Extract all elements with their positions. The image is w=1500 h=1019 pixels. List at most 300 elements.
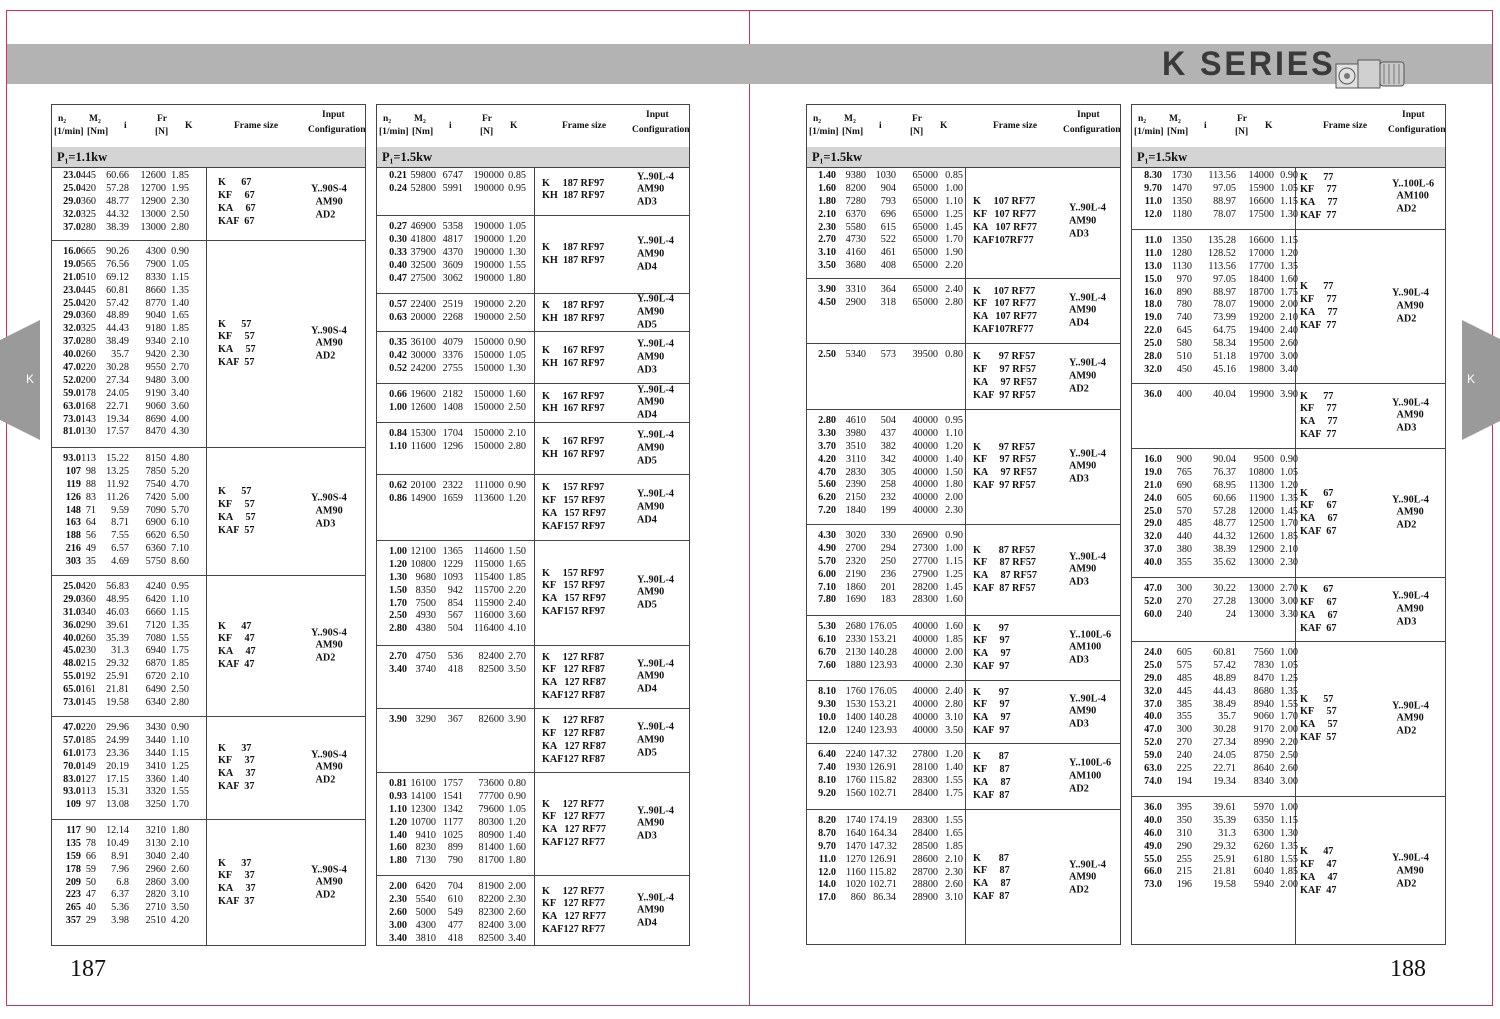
speed-value: 19.0 (63, 258, 81, 270)
input-configuration: Y..100L-6 AM100 AD2 (1069, 757, 1112, 795)
k-value: 2.60 (945, 879, 963, 891)
table-row (1132, 195, 1298, 209)
ratio-value: 60.81 (106, 284, 129, 296)
power-label: P₁=1.5kw (812, 150, 863, 164)
ratio-value: 232 (880, 492, 896, 504)
table-row (52, 530, 206, 543)
torque-value: 20100 (410, 480, 436, 491)
ratio-value: 21.81 (106, 684, 129, 696)
input-configuration: Y..90L-4 AM90 AD3 (1392, 397, 1429, 434)
ratio-value: 11.26 (106, 491, 129, 503)
table-row (1132, 685, 1298, 699)
table-row (1132, 363, 1298, 377)
speed-value: 7.20 (818, 505, 836, 517)
ratio-value: 153.21 (869, 633, 898, 645)
speed-value: 29.0 (1144, 672, 1162, 684)
speed-value: 59.0 (63, 387, 81, 399)
table-row (377, 791, 534, 804)
table-row (807, 505, 965, 518)
force-value: 16600 (1248, 235, 1274, 246)
ratio-value: 2268 (442, 311, 463, 323)
ratio-value: 13.08 (106, 799, 129, 811)
torque-value: 9380 (845, 170, 866, 181)
input-configuration: Y..90L-4 AM90 AD3 (1069, 202, 1106, 240)
force-value: 80900 (478, 829, 504, 841)
ratio-value: 250 (880, 555, 896, 567)
torque-value: 8350 (415, 584, 436, 596)
torque-value: 690 (1176, 479, 1192, 491)
force-value: 12500 (1248, 518, 1274, 530)
ratio-value: 1408 (442, 401, 463, 413)
ratio-value: 408 (880, 260, 896, 272)
header-frame-size: Frame size (562, 121, 607, 131)
force-value: 65000 (912, 182, 938, 194)
ratio-value: 115.82 (869, 774, 897, 786)
torque-value: 360 (80, 593, 96, 605)
frame-size-list: K 107 RF77 KF 107 RF77 KA 107 RF77 KAF107RF77 (973, 196, 1037, 246)
speed-value: 4.50 (818, 296, 836, 308)
ratio-value: 90.04 (1213, 454, 1236, 465)
force-value: 9060 (1253, 711, 1274, 723)
k-value: 1.10 (171, 734, 189, 746)
torque-value: 4300 (415, 919, 436, 931)
table-row (1132, 389, 1298, 402)
ratio-value: 19.58 (1213, 879, 1236, 891)
torque-value: 192 (80, 671, 96, 683)
input-configuration: Y..90L-4 AM90 AD4 (637, 892, 674, 929)
torque-value: 1180 (1172, 208, 1192, 220)
force-value: 9190 (145, 387, 166, 399)
table-row (52, 479, 206, 492)
table-row (807, 634, 965, 647)
force-value: 3040 (145, 850, 166, 862)
speed-value: 28.0 (1144, 351, 1162, 363)
torque-value: 420 (80, 182, 96, 194)
speed-value: 25.0 (63, 297, 81, 309)
force-value: 12600 (140, 170, 166, 181)
frame-size-list: K 67 KF 67 KA 67 KAF 67 (1300, 584, 1338, 634)
k-value: 1.80 (171, 825, 189, 836)
frame-size-list: K 37 KF 37 KA 37 KAF 37 (218, 742, 256, 793)
speed-value: 7.80 (818, 594, 836, 606)
torque-value: 185 (80, 734, 96, 746)
table-row (52, 671, 206, 684)
table-row (52, 375, 206, 388)
torque-value: 900 (1176, 454, 1192, 465)
k-value: 1.60 (945, 594, 963, 606)
speed-value: 7.40 (818, 761, 836, 773)
table-group (377, 332, 689, 384)
ratio-value: 90.26 (106, 246, 129, 257)
torque-value: 385 (1176, 698, 1192, 710)
input-configuration: Y..100L-6 AM100 AD2 (1392, 178, 1435, 215)
torque-value: 970 (1176, 273, 1192, 285)
torque-value: 24200 (410, 362, 436, 374)
torque-value: 420 (80, 581, 96, 592)
force-value: 40000 (912, 492, 938, 504)
torque-value: 1860 (845, 581, 866, 593)
table-row (377, 234, 534, 247)
table-row (1132, 583, 1298, 596)
table-group (377, 709, 689, 773)
ratio-value: 318 (880, 296, 896, 308)
table-row (52, 466, 206, 479)
force-value: 7080 (145, 632, 166, 644)
data-rows (807, 349, 965, 362)
force-value: 190000 (473, 221, 504, 232)
torque-value: 196 (1176, 879, 1192, 891)
speed-value: 119 (66, 478, 81, 490)
ratio-value: 40.04 (1213, 389, 1236, 400)
k-value: 2.80 (945, 698, 963, 710)
k-value: 2.60 (171, 863, 189, 875)
force-value: 8640 (1253, 763, 1274, 775)
ratio-value: 477 (447, 919, 463, 931)
ratio-value: 573 (880, 349, 896, 360)
table-row (1132, 273, 1298, 287)
table-row (807, 479, 965, 492)
header-fr: Fr (482, 114, 493, 124)
table-row (52, 323, 206, 336)
speed-value: 47.0 (63, 722, 81, 733)
selection-table (806, 104, 1121, 945)
frame-size-list: K 37 KF 37 KA 37 KAF 37 (218, 857, 256, 908)
speed-value: 6.40 (818, 749, 836, 760)
torque-value: 71 (85, 504, 96, 516)
k-value: 2.40 (508, 597, 526, 609)
speed-value: 1.30 (389, 571, 407, 583)
speed-value: 265 (65, 902, 81, 914)
k-value: 6.10 (171, 517, 189, 529)
k-value: 1.55 (171, 786, 189, 798)
force-value: 27700 (912, 555, 938, 567)
torque-value: 168 (80, 400, 96, 412)
speed-value: 0.86 (389, 492, 407, 504)
ratio-value: 140.28 (869, 711, 898, 723)
k-value: 1.25 (1280, 672, 1298, 684)
ratio-value: 2519 (442, 299, 463, 310)
header-k: K (1265, 121, 1273, 131)
torque-value: 570 (1176, 505, 1192, 517)
table-row (377, 170, 534, 183)
speed-value: 19.0 (1144, 466, 1162, 478)
table-row (1132, 208, 1298, 222)
data-rows (377, 337, 534, 376)
speed-value: 0.47 (389, 272, 407, 284)
power-label: P₁=1.5kw (1137, 150, 1188, 164)
table-group (52, 576, 365, 717)
torque-value: 575 (1176, 659, 1192, 671)
force-value: 115700 (473, 584, 504, 596)
header-n2: n₂ (58, 114, 67, 124)
data-rows (1132, 389, 1298, 402)
speed-value: 8.20 (818, 815, 836, 826)
force-value: 114600 (473, 546, 504, 557)
k-value: 0.95 (945, 415, 963, 426)
header-i: i (449, 121, 452, 131)
frame-size-list: K 127 RF87 KF 127 RF87 KA 127 RF87 KAF127 RF87 (542, 651, 606, 702)
force-value: 12000 (1248, 505, 1274, 517)
ratio-value: 24.99 (106, 734, 129, 746)
table-row (1132, 557, 1298, 570)
speed-value: 12.0 (1144, 208, 1162, 220)
data-rows (807, 415, 965, 518)
table-group (377, 423, 689, 475)
header-fr-unit: [N] (480, 127, 494, 137)
force-value: 13000 (140, 208, 166, 220)
k-value: 5.20 (171, 465, 189, 477)
k-value: 0.90 (508, 337, 526, 348)
force-value: 39500 (912, 349, 938, 360)
data-rows (52, 825, 206, 928)
force-value: 28300 (912, 774, 938, 786)
ratio-value: 128.52 (1207, 247, 1236, 259)
ratio-value: 48.95 (106, 593, 129, 605)
torque-value: 2830 (845, 466, 866, 478)
torque-value: 5540 (415, 893, 436, 905)
table-row (1132, 351, 1298, 364)
k-value: 1.65 (171, 310, 189, 322)
table-group (377, 294, 689, 332)
k-value: 1.00 (1280, 647, 1298, 658)
header-n2-unit: [1/min] (1134, 127, 1164, 137)
table-row (52, 838, 206, 851)
speed-value: 1.00 (389, 546, 407, 557)
torque-value: 37900 (410, 246, 436, 258)
torque-value: 113 (81, 453, 96, 464)
speed-value: 16.0 (1144, 454, 1162, 465)
force-value: 18700 (1248, 286, 1274, 298)
speed-value: 1.10 (389, 440, 407, 452)
torque-value: 280 (80, 221, 96, 233)
torque-value: 46900 (410, 221, 436, 232)
ratio-value: 1229 (442, 558, 463, 570)
force-value: 2860 (145, 876, 166, 888)
force-value: 8330 (145, 271, 166, 283)
input-configuration: Y..90L-4 AM90 AD3 (1392, 590, 1429, 628)
ratio-value: 330 (880, 530, 896, 541)
ratio-value: 2322 (442, 480, 463, 491)
k-value: 1.70 (1280, 518, 1298, 530)
k-value: 6.50 (171, 530, 189, 542)
ratio-value: 536 (447, 651, 463, 662)
header-frame-size: Frame size (234, 121, 279, 131)
ratio-value: 22.71 (1213, 763, 1236, 775)
ratio-value: 31.3 (1218, 827, 1236, 839)
table-group (1132, 165, 1445, 230)
torque-value: 12100 (410, 546, 436, 557)
speed-value: 29.0 (1144, 518, 1162, 530)
torque-value: 3020 (845, 530, 866, 541)
k-value: 1.75 (1280, 286, 1298, 298)
torque-value: 2130 (845, 646, 866, 658)
ratio-value: 294 (880, 542, 896, 554)
ratio-value: 38.39 (106, 221, 129, 233)
k-value: 1.05 (1280, 659, 1298, 671)
force-value: 150000 (473, 440, 504, 452)
k-value: 1.00 (1280, 802, 1298, 813)
k-value: 2.20 (1280, 737, 1298, 749)
force-value: 18400 (1248, 273, 1274, 285)
k-value: 1.40 (508, 829, 526, 841)
torque-value: 12300 (410, 803, 436, 815)
speed-value: 37.0 (1144, 544, 1162, 556)
k-value: 2.20 (508, 299, 526, 310)
ratio-value: 73.99 (1213, 312, 1236, 324)
ratio-value: 5358 (442, 221, 463, 232)
speed-value: 11.0 (1144, 247, 1162, 259)
input-configuration: Y..90S-4 AM90 AD2 (311, 325, 347, 362)
speed-value: 5.70 (818, 555, 836, 567)
ratio-value: 4370 (442, 246, 463, 258)
force-value: 3320 (145, 786, 166, 798)
header-n2: n₂ (1138, 114, 1147, 124)
speed-value: 32.0 (1144, 363, 1162, 375)
k-value: 1.25 (945, 208, 963, 220)
force-value: 65000 (912, 296, 938, 308)
force-value: 27800 (912, 749, 938, 760)
force-value: 15900 (1248, 182, 1274, 194)
k-value: 3.30 (1280, 608, 1298, 620)
force-value: 28400 (912, 827, 938, 839)
force-value: 12900 (1248, 544, 1274, 556)
torque-value: 1470 (1171, 182, 1192, 194)
speed-value: 11.0 (1144, 195, 1162, 207)
force-value: 8470 (145, 426, 166, 438)
ratio-value: 147.32 (869, 749, 898, 760)
data-rows (377, 480, 534, 506)
torque-value: 4750 (415, 651, 436, 662)
speed-value: 9.30 (818, 698, 836, 710)
k-value: 1.55 (1280, 853, 1298, 865)
force-value: 65000 (912, 247, 938, 259)
ratio-value: 8.91 (111, 850, 129, 862)
k-value: 2.00 (945, 646, 963, 658)
force-value: 8770 (145, 297, 166, 309)
table-row (52, 183, 206, 196)
speed-value: 52.0 (63, 374, 81, 386)
ratio-value: 6.8 (116, 876, 129, 888)
k-value: 1.05 (508, 221, 526, 232)
header-m2-unit: [Nm] (842, 127, 864, 137)
table-row (52, 825, 206, 838)
k-value: 0.85 (945, 170, 963, 181)
ratio-value: 27.34 (106, 374, 129, 386)
torque-value: 215 (80, 658, 96, 670)
force-value: 4240 (145, 581, 166, 592)
frame-size-list: K 97 KF 97 KA 97 KAF 97 (973, 622, 1011, 673)
speed-value: 25.0 (1144, 338, 1162, 350)
ratio-value: 3.98 (111, 915, 129, 927)
data-rows (52, 722, 206, 812)
torque-value: 1840 (845, 505, 866, 517)
ratio-value: 38.49 (1213, 698, 1236, 710)
force-value: 5750 (145, 556, 166, 568)
force-value: 19500 (1248, 338, 1274, 350)
table-row (52, 786, 206, 799)
ratio-value: 6.57 (111, 543, 129, 555)
k-value: 3.00 (1280, 775, 1298, 787)
table-row (52, 517, 206, 530)
force-value: 28400 (912, 787, 938, 799)
table-row (807, 543, 965, 556)
force-value: 150000 (473, 349, 504, 361)
table-row (52, 774, 206, 787)
speed-value: 1.80 (818, 195, 836, 207)
header-m2-unit: [Nm] (87, 127, 109, 137)
ratio-value: 15.31 (106, 786, 129, 798)
table-group (807, 344, 1120, 410)
ratio-value: 19.58 (106, 697, 129, 709)
ratio-value: 115.82 (869, 866, 897, 878)
torque-value: 445 (1176, 685, 1192, 697)
ratio-value: 58.34 (1213, 338, 1236, 350)
speed-value: 209 (65, 876, 81, 888)
k-value: 2.50 (171, 684, 189, 696)
speed-value: 0.33 (389, 246, 407, 258)
force-value: 6350 (1253, 814, 1274, 826)
k-value: 1.35 (1280, 260, 1298, 272)
torque-value: 325 (80, 208, 96, 220)
k-value: 1.20 (1280, 247, 1298, 259)
k-value: 2.10 (171, 671, 189, 683)
table-group (807, 279, 1120, 344)
k-value: 2.30 (171, 195, 189, 207)
speed-value: 109 (65, 799, 81, 811)
speed-value: 357 (65, 915, 81, 927)
torque-value: 485 (1176, 672, 1192, 684)
speed-value: 0.30 (389, 233, 407, 245)
table-row (52, 799, 206, 812)
table-row (52, 645, 206, 658)
header-i: i (1204, 121, 1207, 131)
k-value: 1.00 (945, 542, 963, 554)
ratio-value: 39.61 (1213, 802, 1236, 813)
torque-value: 3740 (415, 663, 436, 675)
input-configuration: Y..90S-4 AM90 AD3 (311, 492, 347, 530)
table-row (807, 492, 965, 505)
data-rows (377, 299, 534, 325)
ratio-value: 57.28 (106, 182, 129, 194)
speed-value: 148 (65, 504, 81, 516)
speed-value: 0.57 (389, 299, 407, 310)
frame-size-list: K 97 RF57 KF 97 RF57 KA 97 RF57 KAF 97 RF57 (973, 441, 1037, 492)
table-row (52, 633, 206, 646)
force-value: 40000 (912, 427, 938, 439)
k-value: 3.00 (1280, 351, 1298, 363)
k-value: 1.55 (171, 632, 189, 644)
k-value: 3.00 (1280, 595, 1298, 607)
k-value: 1.20 (508, 816, 526, 828)
input-configuration: Y..90L-4 AM90 AD2 (1392, 852, 1429, 890)
k-value: 2.00 (945, 492, 963, 504)
k-value: 1.45 (945, 581, 963, 593)
ratio-value: 135.28 (1207, 235, 1236, 246)
table-row (52, 336, 206, 349)
ratio-value: 30.28 (1213, 724, 1236, 736)
table-row (52, 851, 206, 864)
table-row (807, 621, 965, 634)
k-value: 2.70 (171, 362, 189, 374)
torque-value: 340 (80, 606, 96, 618)
force-value: 65000 (912, 208, 938, 220)
force-value: 9420 (145, 349, 166, 361)
k-value: 4.80 (171, 453, 189, 464)
torque-value: 20000 (410, 311, 436, 323)
ratio-value: 102.71 (869, 879, 898, 891)
speed-value: 3.50 (818, 260, 836, 272)
force-value: 190000 (473, 246, 504, 258)
